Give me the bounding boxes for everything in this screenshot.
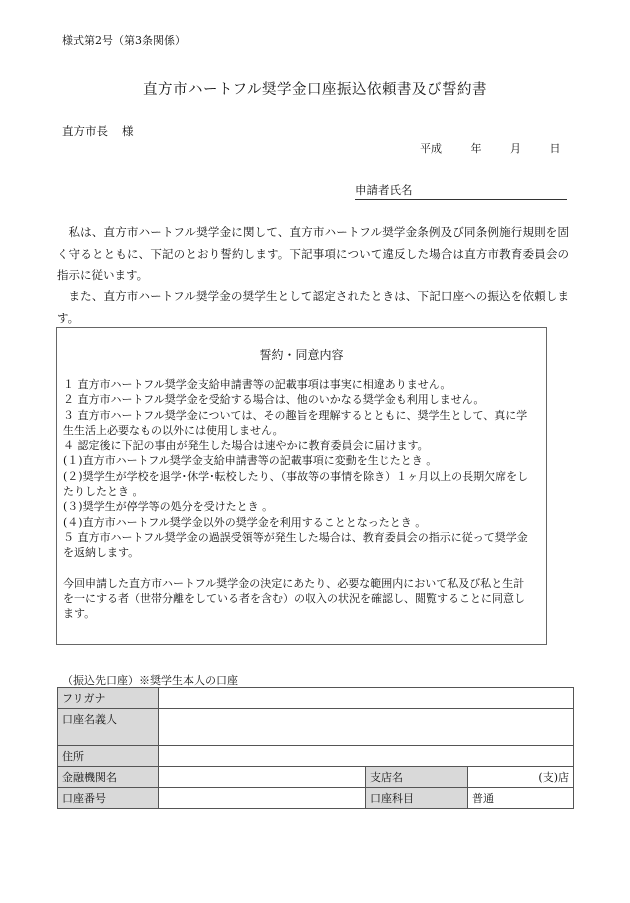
- pledge-subitem-4: (４)直方市ハートフル奨学金以外の奨学金を利用することとなったとき 。: [63, 515, 427, 529]
- date-year: 年: [470, 142, 482, 155]
- furigana-label: フリガナ: [58, 688, 159, 709]
- pledge-subitem-2: (２)奨学生が学校を退学･休学･転校したり、（事故等の事情を除き）１ヶ月以上の長期欠席をしたりしたとき 。: [63, 469, 529, 499]
- pledge-item-4: ４ 認定後に下記の事由が発生した場合は速やかに教育委員会に届けます。: [63, 439, 429, 453]
- branch-label: 支店名: [366, 767, 468, 788]
- pledge-box: [56, 327, 547, 645]
- pledge-paragraph-1: 私は、直方市ハートフル奨学金に関して、直方市ハートフル奨学金条例及び同条例施行規則を固く守るとともに、下記のとおり誓約します。下記事項について違反した場合は直方市教育委員会の指示に従います。: [57, 225, 569, 282]
- date-era: 平成: [420, 142, 442, 155]
- table-row: [58, 788, 574, 809]
- pledge-box-body: [63, 377, 534, 621]
- addressee-honorific: 様: [122, 124, 134, 138]
- applicant-name-field[interactable]: [355, 182, 567, 200]
- branch-input[interactable]: [468, 767, 574, 788]
- date-month: 月: [510, 142, 521, 155]
- pledge-box-title: 誓約・同意内容: [259, 348, 344, 362]
- account-number-label: 口座番号: [58, 788, 159, 809]
- table-row: [58, 688, 574, 709]
- spacer: [63, 561, 534, 576]
- pledge-item-5: ５ 直方市ハートフル奨学金の過誤受領等が発生した場合は、教育委員会の指示に従って奨学金を返納します。: [63, 530, 528, 560]
- applicant-name-label: 申請者氏名: [355, 183, 413, 197]
- addressee: [62, 123, 134, 139]
- pledge-subitem-3: (３)奨学生が停学等の処分を受けたとき 。: [63, 500, 274, 514]
- pledge-subitem-1: (１)直方市ハートフル奨学金支給申請書等の記載事項に変動を生じたとき 。: [63, 454, 438, 468]
- institution-input[interactable]: [159, 767, 366, 788]
- branch-suffix: (支)店: [538, 771, 569, 784]
- table-row: [58, 767, 574, 788]
- bank-caption: （振込先口座）※奨学生本人の口座: [62, 674, 238, 687]
- bank-account-table: [57, 687, 574, 809]
- account-holder-label: 口座名義人: [58, 709, 159, 746]
- document-title: 直方市ハートフル奨学金口座振込依頼書及び誓約書: [143, 82, 487, 98]
- date-day: 日: [549, 142, 561, 155]
- pledge-item-3: ３ 直方市ハートフル奨学金については、その趣旨を理解するとともに、奨学生として、真に学生生活上必要なもの以外には使用しません。: [63, 408, 528, 437]
- table-row: [58, 746, 574, 767]
- address-label: 住所: [58, 746, 159, 767]
- account-holder-input[interactable]: [159, 709, 574, 746]
- pledge-item-2: ２ 直方市ハートフル奨学金を受給する場合は、他のいかなる奨学金も利用しません。: [63, 393, 485, 407]
- account-type-label: 口座科目: [366, 788, 468, 809]
- furigana-input[interactable]: [159, 688, 574, 709]
- pledge-item-1: １ 直方市ハートフル奨学金支給申請書等の記載事項は事実に相違ありません。: [63, 378, 452, 391]
- account-number-input[interactable]: [159, 788, 366, 809]
- consent-statement: 今回申請した直方市ハートフル奨学金の決定にあたり、必要な範囲内において私及び私と生計を一にする者（世帯分離をしている者を含む）の収入の状況を確認し、閲覧することに同意します。: [63, 576, 525, 621]
- account-type-value[interactable]: 普通: [468, 788, 574, 809]
- date-line: [420, 140, 561, 156]
- institution-label: 金融機関名: [58, 767, 159, 788]
- form-number: 様式第2号（第3条関係）: [62, 34, 186, 47]
- pledge-paragraph-2: また、直方市ハートフル奨学金の奨学生として認定されたときは、下記口座への振込を依頼します。: [57, 289, 569, 325]
- addressee-name: 直方市長: [62, 124, 108, 138]
- address-input[interactable]: [159, 746, 574, 767]
- table-row: [58, 709, 574, 746]
